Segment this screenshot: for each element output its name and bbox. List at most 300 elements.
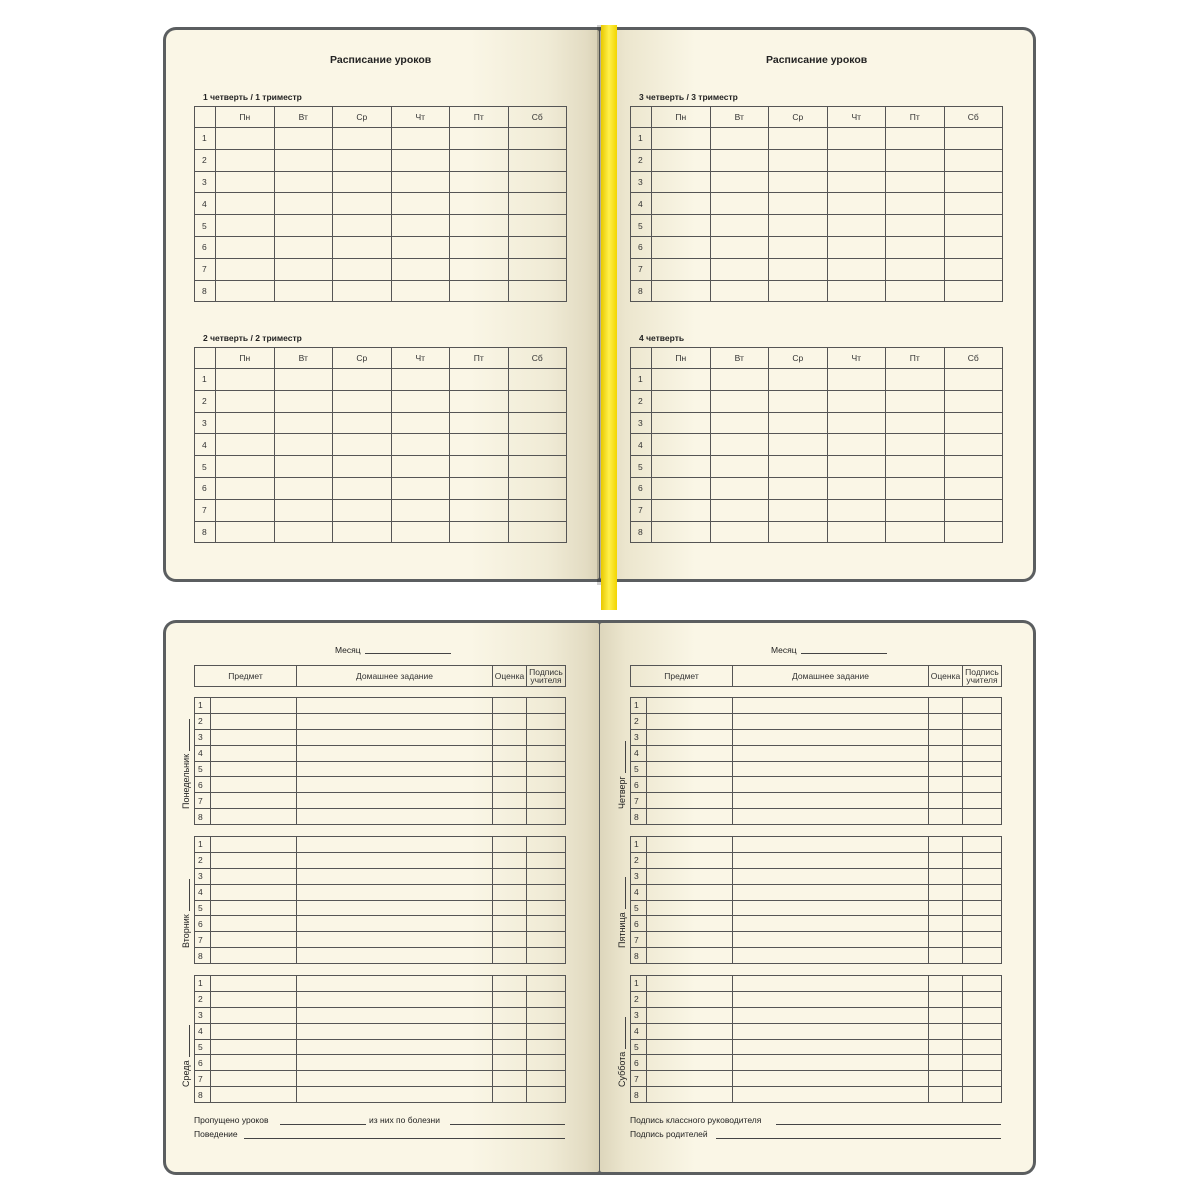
schedule-cell[interactable] [886, 258, 945, 280]
homework-cell[interactable] [297, 991, 493, 1007]
homework-cell[interactable] [297, 932, 493, 948]
schedule-cell[interactable] [391, 236, 450, 258]
teacher-signature-cell[interactable] [527, 948, 566, 964]
schedule-cell[interactable] [769, 369, 828, 391]
grade-cell[interactable] [493, 729, 527, 745]
schedule-cell[interactable] [450, 412, 509, 434]
behavior-line[interactable] [244, 1138, 565, 1139]
grade-cell[interactable] [493, 948, 527, 964]
schedule-cell[interactable] [886, 499, 945, 521]
grade-cell[interactable] [929, 991, 963, 1007]
schedule-cell[interactable] [652, 128, 711, 150]
schedule-cell[interactable] [827, 456, 886, 478]
homework-cell[interactable] [733, 868, 929, 884]
homework-cell[interactable] [733, 916, 929, 932]
grade-cell[interactable] [929, 793, 963, 809]
schedule-cell[interactable] [886, 434, 945, 456]
grade-cell[interactable] [929, 900, 963, 916]
homework-cell[interactable] [297, 916, 493, 932]
homework-cell[interactable] [297, 884, 493, 900]
teacher-signature-cell[interactable] [963, 976, 1002, 992]
schedule-cell[interactable] [216, 193, 275, 215]
schedule-cell[interactable] [769, 258, 828, 280]
subject-cell[interactable] [647, 1039, 733, 1055]
teacher-signature-cell[interactable] [527, 976, 566, 992]
missed-lessons-line[interactable] [280, 1124, 366, 1125]
schedule-cell[interactable] [886, 412, 945, 434]
homework-cell[interactable] [733, 713, 929, 729]
schedule-cell[interactable] [333, 236, 392, 258]
schedule-cell[interactable] [333, 128, 392, 150]
schedule-cell[interactable] [710, 369, 769, 391]
schedule-cell[interactable] [769, 128, 828, 150]
teacher-signature-cell[interactable] [527, 729, 566, 745]
subject-cell[interactable] [647, 1055, 733, 1071]
homework-cell[interactable] [733, 1023, 929, 1039]
grade-cell[interactable] [493, 932, 527, 948]
schedule-cell[interactable] [827, 128, 886, 150]
date-line[interactable] [189, 1025, 190, 1057]
subject-cell[interactable] [647, 932, 733, 948]
schedule-cell[interactable] [827, 477, 886, 499]
homework-cell[interactable] [297, 777, 493, 793]
grade-cell[interactable] [493, 777, 527, 793]
schedule-cell[interactable] [391, 128, 450, 150]
grade-cell[interactable] [929, 761, 963, 777]
subject-cell[interactable] [211, 1087, 297, 1103]
subject-cell[interactable] [647, 948, 733, 964]
subject-cell[interactable] [647, 868, 733, 884]
schedule-cell[interactable] [216, 280, 275, 302]
month-field-right[interactable] [771, 645, 887, 655]
schedule-cell[interactable] [652, 149, 711, 171]
schedule-cell[interactable] [216, 434, 275, 456]
schedule-cell[interactable] [508, 171, 567, 193]
schedule-cell[interactable] [391, 369, 450, 391]
subject-cell[interactable] [647, 837, 733, 853]
schedule-cell[interactable] [274, 412, 333, 434]
schedule-cell[interactable] [652, 434, 711, 456]
schedule-cell[interactable] [710, 149, 769, 171]
schedule-cell[interactable] [769, 171, 828, 193]
schedule-cell[interactable] [652, 477, 711, 499]
subject-cell[interactable] [647, 793, 733, 809]
schedule-cell[interactable] [710, 412, 769, 434]
schedule-cell[interactable] [450, 193, 509, 215]
teacher-signature-cell[interactable] [527, 884, 566, 900]
teacher-signature-cell[interactable] [527, 809, 566, 825]
homework-cell[interactable] [297, 948, 493, 964]
teacher-signature-cell[interactable] [527, 1071, 566, 1087]
schedule-cell[interactable] [450, 171, 509, 193]
schedule-cell[interactable] [944, 193, 1003, 215]
teacher-signature-cell[interactable] [963, 745, 1002, 761]
grade-cell[interactable] [493, 809, 527, 825]
teacher-signature-cell[interactable] [963, 761, 1002, 777]
schedule-cell[interactable] [216, 215, 275, 237]
teacher-signature-cell[interactable] [963, 1071, 1002, 1087]
schedule-cell[interactable] [944, 258, 1003, 280]
subject-cell[interactable] [211, 991, 297, 1007]
subject-cell[interactable] [647, 852, 733, 868]
schedule-cell[interactable] [333, 369, 392, 391]
schedule-cell[interactable] [333, 434, 392, 456]
grade-cell[interactable] [929, 1087, 963, 1103]
schedule-cell[interactable] [508, 477, 567, 499]
schedule-cell[interactable] [333, 412, 392, 434]
grade-cell[interactable] [929, 852, 963, 868]
schedule-cell[interactable] [391, 390, 450, 412]
schedule-cell[interactable] [710, 499, 769, 521]
schedule-cell[interactable] [274, 369, 333, 391]
subject-cell[interactable] [211, 777, 297, 793]
schedule-cell[interactable] [274, 171, 333, 193]
grade-cell[interactable] [493, 900, 527, 916]
schedule-cell[interactable] [508, 412, 567, 434]
homework-cell[interactable] [733, 729, 929, 745]
subject-cell[interactable] [647, 698, 733, 714]
subject-cell[interactable] [647, 884, 733, 900]
schedule-cell[interactable] [710, 456, 769, 478]
teacher-signature-cell[interactable] [963, 932, 1002, 948]
homework-cell[interactable] [297, 698, 493, 714]
homework-cell[interactable] [733, 976, 929, 992]
schedule-cell[interactable] [652, 521, 711, 543]
grade-cell[interactable] [929, 698, 963, 714]
class-teacher-signature-line[interactable] [776, 1124, 1001, 1125]
subject-cell[interactable] [211, 698, 297, 714]
teacher-signature-cell[interactable] [527, 900, 566, 916]
schedule-cell[interactable] [391, 149, 450, 171]
grade-cell[interactable] [929, 837, 963, 853]
grade-cell[interactable] [929, 1071, 963, 1087]
schedule-cell[interactable] [391, 521, 450, 543]
schedule-cell[interactable] [274, 434, 333, 456]
schedule-cell[interactable] [944, 434, 1003, 456]
grade-cell[interactable] [493, 761, 527, 777]
teacher-signature-cell[interactable] [527, 698, 566, 714]
subject-cell[interactable] [211, 1055, 297, 1071]
schedule-cell[interactable] [886, 456, 945, 478]
homework-cell[interactable] [297, 900, 493, 916]
grade-cell[interactable] [493, 698, 527, 714]
subject-cell[interactable] [647, 976, 733, 992]
grade-cell[interactable] [929, 1039, 963, 1055]
schedule-cell[interactable] [944, 412, 1003, 434]
subject-cell[interactable] [211, 948, 297, 964]
teacher-signature-cell[interactable] [963, 1039, 1002, 1055]
homework-cell[interactable] [733, 900, 929, 916]
grade-cell[interactable] [493, 991, 527, 1007]
schedule-cell[interactable] [769, 521, 828, 543]
grade-cell[interactable] [493, 868, 527, 884]
schedule-cell[interactable] [886, 477, 945, 499]
schedule-cell[interactable] [652, 390, 711, 412]
schedule-cell[interactable] [827, 280, 886, 302]
grade-cell[interactable] [493, 884, 527, 900]
schedule-cell[interactable] [944, 236, 1003, 258]
schedule-cell[interactable] [508, 215, 567, 237]
schedule-cell[interactable] [827, 215, 886, 237]
schedule-cell[interactable] [216, 477, 275, 499]
schedule-cell[interactable] [652, 412, 711, 434]
homework-cell[interactable] [297, 868, 493, 884]
teacher-signature-cell[interactable] [527, 837, 566, 853]
teacher-signature-cell[interactable] [527, 932, 566, 948]
homework-cell[interactable] [733, 1055, 929, 1071]
schedule-cell[interactable] [652, 456, 711, 478]
grade-cell[interactable] [929, 884, 963, 900]
schedule-cell[interactable] [450, 521, 509, 543]
teacher-signature-cell[interactable] [963, 991, 1002, 1007]
subject-cell[interactable] [211, 1039, 297, 1055]
subject-cell[interactable] [211, 729, 297, 745]
schedule-cell[interactable] [710, 236, 769, 258]
grade-cell[interactable] [493, 1071, 527, 1087]
teacher-signature-cell[interactable] [527, 1007, 566, 1023]
schedule-cell[interactable] [274, 456, 333, 478]
homework-cell[interactable] [733, 698, 929, 714]
homework-cell[interactable] [297, 793, 493, 809]
homework-cell[interactable] [297, 1055, 493, 1071]
month-field-left[interactable] [335, 645, 451, 655]
subject-cell[interactable] [211, 713, 297, 729]
teacher-signature-cell[interactable] [527, 916, 566, 932]
schedule-cell[interactable] [274, 258, 333, 280]
grade-cell[interactable] [929, 1055, 963, 1071]
schedule-cell[interactable] [944, 280, 1003, 302]
subject-cell[interactable] [647, 713, 733, 729]
schedule-cell[interactable] [450, 215, 509, 237]
homework-cell[interactable] [733, 948, 929, 964]
schedule-cell[interactable] [769, 236, 828, 258]
schedule-cell[interactable] [216, 499, 275, 521]
schedule-cell[interactable] [652, 258, 711, 280]
grade-cell[interactable] [493, 793, 527, 809]
schedule-cell[interactable] [827, 412, 886, 434]
sick-line[interactable] [450, 1124, 565, 1125]
homework-cell[interactable] [733, 932, 929, 948]
subject-cell[interactable] [647, 809, 733, 825]
homework-cell[interactable] [733, 1039, 929, 1055]
schedule-cell[interactable] [944, 456, 1003, 478]
schedule-cell[interactable] [508, 280, 567, 302]
schedule-cell[interactable] [827, 434, 886, 456]
date-line[interactable] [625, 1017, 626, 1049]
schedule-cell[interactable] [391, 171, 450, 193]
schedule-cell[interactable] [827, 193, 886, 215]
schedule-cell[interactable] [886, 128, 945, 150]
schedule-cell[interactable] [769, 280, 828, 302]
schedule-cell[interactable] [886, 149, 945, 171]
schedule-cell[interactable] [886, 215, 945, 237]
grade-cell[interactable] [929, 868, 963, 884]
teacher-signature-cell[interactable] [963, 900, 1002, 916]
homework-cell[interactable] [733, 761, 929, 777]
schedule-cell[interactable] [274, 193, 333, 215]
subject-cell[interactable] [647, 745, 733, 761]
schedule-cell[interactable] [274, 215, 333, 237]
schedule-cell[interactable] [450, 477, 509, 499]
subject-cell[interactable] [211, 745, 297, 761]
schedule-cell[interactable] [944, 128, 1003, 150]
homework-cell[interactable] [297, 976, 493, 992]
subject-cell[interactable] [211, 793, 297, 809]
schedule-cell[interactable] [391, 258, 450, 280]
schedule-cell[interactable] [827, 171, 886, 193]
teacher-signature-cell[interactable] [963, 793, 1002, 809]
subject-cell[interactable] [647, 1007, 733, 1023]
schedule-cell[interactable] [450, 280, 509, 302]
schedule-cell[interactable] [333, 215, 392, 237]
schedule-cell[interactable] [652, 280, 711, 302]
homework-cell[interactable] [733, 852, 929, 868]
schedule-cell[interactable] [450, 456, 509, 478]
grade-cell[interactable] [493, 916, 527, 932]
schedule-cell[interactable] [274, 477, 333, 499]
schedule-cell[interactable] [274, 499, 333, 521]
teacher-signature-cell[interactable] [527, 761, 566, 777]
schedule-cell[interactable] [944, 390, 1003, 412]
date-line[interactable] [189, 879, 190, 911]
subject-cell[interactable] [211, 761, 297, 777]
schedule-cell[interactable] [216, 412, 275, 434]
teacher-signature-cell[interactable] [963, 868, 1002, 884]
homework-cell[interactable] [297, 745, 493, 761]
schedule-cell[interactable] [886, 521, 945, 543]
schedule-cell[interactable] [274, 149, 333, 171]
subject-cell[interactable] [211, 884, 297, 900]
homework-cell[interactable] [733, 1007, 929, 1023]
schedule-cell[interactable] [450, 149, 509, 171]
schedule-cell[interactable] [652, 369, 711, 391]
schedule-cell[interactable] [508, 369, 567, 391]
homework-cell[interactable] [297, 852, 493, 868]
subject-cell[interactable] [211, 932, 297, 948]
schedule-cell[interactable] [710, 193, 769, 215]
schedule-cell[interactable] [944, 171, 1003, 193]
subject-cell[interactable] [211, 916, 297, 932]
schedule-cell[interactable] [769, 456, 828, 478]
schedule-cell[interactable] [886, 236, 945, 258]
schedule-cell[interactable] [944, 521, 1003, 543]
homework-cell[interactable] [733, 884, 929, 900]
subject-cell[interactable] [211, 976, 297, 992]
grade-cell[interactable] [929, 809, 963, 825]
schedule-cell[interactable] [391, 456, 450, 478]
schedule-cell[interactable] [216, 369, 275, 391]
grade-cell[interactable] [493, 852, 527, 868]
schedule-cell[interactable] [769, 412, 828, 434]
homework-cell[interactable] [297, 761, 493, 777]
schedule-cell[interactable] [508, 258, 567, 280]
homework-cell[interactable] [297, 837, 493, 853]
schedule-cell[interactable] [450, 390, 509, 412]
schedule-cell[interactable] [216, 236, 275, 258]
schedule-cell[interactable] [391, 193, 450, 215]
teacher-signature-cell[interactable] [963, 809, 1002, 825]
grade-cell[interactable] [493, 976, 527, 992]
schedule-cell[interactable] [827, 258, 886, 280]
teacher-signature-cell[interactable] [527, 852, 566, 868]
schedule-cell[interactable] [450, 434, 509, 456]
teacher-signature-cell[interactable] [963, 713, 1002, 729]
grade-cell[interactable] [929, 976, 963, 992]
homework-cell[interactable] [297, 713, 493, 729]
schedule-cell[interactable] [827, 499, 886, 521]
schedule-cell[interactable] [944, 215, 1003, 237]
homework-cell[interactable] [297, 1071, 493, 1087]
grade-cell[interactable] [929, 948, 963, 964]
homework-cell[interactable] [297, 1023, 493, 1039]
subject-cell[interactable] [211, 900, 297, 916]
homework-cell[interactable] [297, 1039, 493, 1055]
schedule-cell[interactable] [886, 369, 945, 391]
grade-cell[interactable] [929, 729, 963, 745]
schedule-cell[interactable] [652, 171, 711, 193]
schedule-cell[interactable] [508, 390, 567, 412]
subject-cell[interactable] [647, 1071, 733, 1087]
teacher-signature-cell[interactable] [527, 713, 566, 729]
schedule-cell[interactable] [710, 521, 769, 543]
homework-cell[interactable] [297, 1007, 493, 1023]
schedule-cell[interactable] [216, 456, 275, 478]
teacher-signature-cell[interactable] [527, 1039, 566, 1055]
schedule-cell[interactable] [333, 149, 392, 171]
schedule-cell[interactable] [450, 236, 509, 258]
schedule-cell[interactable] [710, 280, 769, 302]
date-line[interactable] [625, 741, 626, 773]
schedule-cell[interactable] [769, 215, 828, 237]
schedule-cell[interactable] [508, 149, 567, 171]
schedule-cell[interactable] [508, 128, 567, 150]
schedule-cell[interactable] [710, 258, 769, 280]
schedule-cell[interactable] [274, 236, 333, 258]
schedule-cell[interactable] [391, 412, 450, 434]
teacher-signature-cell[interactable] [527, 745, 566, 761]
subject-cell[interactable] [647, 900, 733, 916]
subject-cell[interactable] [211, 1071, 297, 1087]
subject-cell[interactable] [211, 1007, 297, 1023]
homework-cell[interactable] [733, 991, 929, 1007]
schedule-cell[interactable] [886, 171, 945, 193]
subject-cell[interactable] [647, 729, 733, 745]
teacher-signature-cell[interactable] [963, 698, 1002, 714]
schedule-cell[interactable] [333, 521, 392, 543]
schedule-cell[interactable] [944, 149, 1003, 171]
homework-cell[interactable] [297, 1087, 493, 1103]
subject-cell[interactable] [647, 761, 733, 777]
schedule-cell[interactable] [450, 499, 509, 521]
subject-cell[interactable] [211, 852, 297, 868]
teacher-signature-cell[interactable] [963, 852, 1002, 868]
schedule-cell[interactable] [886, 280, 945, 302]
homework-cell[interactable] [733, 809, 929, 825]
schedule-cell[interactable] [827, 236, 886, 258]
grade-cell[interactable] [929, 745, 963, 761]
grade-cell[interactable] [493, 1039, 527, 1055]
schedule-cell[interactable] [886, 390, 945, 412]
schedule-cell[interactable] [274, 521, 333, 543]
date-line[interactable] [625, 877, 626, 909]
schedule-cell[interactable] [769, 149, 828, 171]
schedule-cell[interactable] [216, 149, 275, 171]
schedule-cell[interactable] [944, 477, 1003, 499]
schedule-cell[interactable] [333, 280, 392, 302]
teacher-signature-cell[interactable] [963, 884, 1002, 900]
schedule-cell[interactable] [391, 280, 450, 302]
subject-cell[interactable] [211, 868, 297, 884]
